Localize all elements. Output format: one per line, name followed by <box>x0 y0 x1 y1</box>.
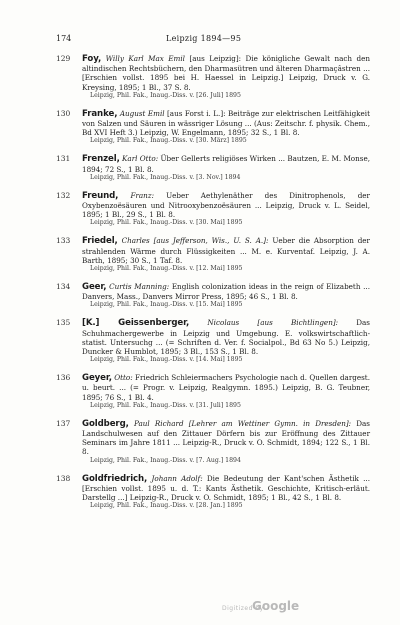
bibliography-entry <box>56 154 370 181</box>
entry-author: Goldfriedrich, <box>82 473 148 484</box>
entry-number: 131 <box>56 154 71 164</box>
entry-first-name: Nicolaus [aus Bichtlingen]: <box>207 318 339 328</box>
entry-first-name: Karl Otto: <box>122 154 159 164</box>
entry-body <box>82 282 370 301</box>
entry-number: 130 <box>56 108 71 118</box>
entry-body <box>82 54 370 92</box>
running-title: Leipzig 1894—95 <box>166 34 242 43</box>
entry-author: Goldberg, <box>82 418 129 429</box>
entry-dissertation-note: Leipzig, Phil. Fak., Inaug.-Diss. v. [12. Mai] 1895 <box>90 265 243 273</box>
entry-text: English colonization ideas in the reign of Elizabeth ... Danvers, Mass., Danvers Mirror Press, 1895; 46 S., 1 Bl. 8. <box>82 282 370 302</box>
bibliography-entry <box>56 236 370 273</box>
entry-text: Das Schuhmachergewerbe in Leipzig und Umgebung. E. volkswirtschaftlich-statist. Untersuchg ... (= Schriften d. Ver. f. Socialpol., Bd 63 No 5.) Leipzig, Duncker & Humblot, 1895; 3 Bl., 153 S., 1 Bl. 8. <box>82 318 370 357</box>
bibliography-entry <box>56 282 370 309</box>
entry-author: Friedel, <box>82 236 118 247</box>
bibliography-entry <box>56 318 370 364</box>
entry-number: 138 <box>56 473 71 483</box>
entry-dissertation-note: Leipzig, Phil. Fak., Inaug.-Diss. v. [30. März] 1895 <box>90 137 247 145</box>
entry-body <box>82 318 370 356</box>
entry-dissertation-note: Leipzig, Phil. Fak., Inaug.-Diss. v. [30. Mai] 1895 <box>90 219 243 227</box>
entry-text: Das Landschulwesen auf den Zittauer Dörfern bis zur Eröffnung des Zittauer Seminars im Jahre 1811 ... Leipzig-R., Druck v. O. Schmidt, 1894; 122 S., 1 Bl. 8. <box>82 418 370 457</box>
digitized-watermark <box>222 598 332 616</box>
watermark-prefix: Digitized by <box>222 605 264 612</box>
entry-author: Geer, <box>82 282 107 293</box>
entry-first-name: August Emil <box>119 108 165 118</box>
entry-first-name: Johann Adolf: <box>151 473 203 483</box>
entry-number: 129 <box>56 54 71 63</box>
entry-dissertation-note: Leipzig, Phil. Fak., Inaug.-Diss. v. [26. Juli] 1895 <box>90 91 241 99</box>
entry-author: Franke, <box>82 108 118 119</box>
bibliography-entry <box>56 109 370 146</box>
entry-number: 132 <box>56 190 71 200</box>
entry-text: [aus Forst i. L.]: Beiträge zur elektrischen Leitfähigkeit von Salzen und Säuren in wässriger Lösung ... (Aus: Zeitschr. f. physik. Chem., Bd XVI Heft 3.) Leipzig, W. Engelmann, 1895; 32 S., 1 Bl. 8. <box>82 108 370 138</box>
entry-first-name: Otto: <box>114 373 133 383</box>
entry-first-name: Paul Richard [Lehrer am Wettiner Gymn. in Dresden]: <box>133 418 352 428</box>
entry-author: [K.] Geissenberger, <box>82 318 190 329</box>
bibliography-entry <box>56 474 370 511</box>
entry-dissertation-note: Leipzig, Phil. Fak., Inaug.-Diss. v. [28. Jan.] 1895 <box>90 502 243 510</box>
entry-body <box>82 419 370 457</box>
entry-body <box>82 191 370 220</box>
entry-author: Freund, <box>82 190 119 201</box>
entry-dissertation-note: Leipzig, Phil. Fak., Inaug.-Diss. v. [7. Aug.] 1894 <box>90 456 241 464</box>
entry-dissertation-note: Leipzig, Phil. Fak., Inaug.-Diss. v. [3. Nov.] 1894 <box>90 173 241 181</box>
entry-first-name: Charles [aus Jefferson, Wis., U. S. A.]: <box>121 236 269 246</box>
entry-author: Foy, <box>82 54 102 64</box>
bibliography-entry <box>56 373 370 410</box>
page-number: 174 <box>56 34 72 43</box>
entry-text: Ueber Aethylenäther des Dinitrophenols, der Oxybenzoësäuren und Nitrooxybenzoësäuren ... Leipzig, Druck v. L. Seidel, 1895; 1 Bl., 29 S., 1 Bl. 8. <box>82 190 370 220</box>
entry-number: 134 <box>56 282 71 292</box>
entry-dissertation-note: Leipzig, Phil. Fak., Inaug.-Diss. v. [31. Juli] 1895 <box>90 401 241 409</box>
entry-dissertation-note: Leipzig, Phil. Fak., Inaug.-Diss. v. [15. Mai] 1895 <box>90 301 243 309</box>
entry-body <box>82 474 370 503</box>
entry-body <box>82 154 370 173</box>
entry-text: [aus Leipzig]: Die königliche Gewalt nach den altindischen Rechtsbüchern, den Dharmasütren und älteren Dharmaçâstren ... [Erschien vollst. 1895 bei H. Haessel in Leipzig.] Leipzig, Druck v. G. Kreysing, 1895; 1 Bl., 37 S. 8. <box>82 54 370 92</box>
entry-number: 137 <box>56 418 71 428</box>
entry-dissertation-note: Leipzig, Phil. Fak., Inaug.-Diss. v. [14. Mai] 1895 <box>90 356 243 364</box>
bibliography-list <box>56 54 370 519</box>
entry-first-name: Willy Karl Max Emil <box>105 54 185 63</box>
entry-first-name: Franz: <box>130 190 154 200</box>
entry-text: Friedrich Schleiermachers Psychologie nach d. Quellen dargest. u. beurt. ... (= Progr. v. Leipzig, Realgymn. 1895.) Leipzig, B. G. Teubner, 1895; 76 S., 1 Bl. 4. <box>82 373 370 402</box>
entry-number: 133 <box>56 236 71 246</box>
entry-text: Die Bedeutung der Kant'schen Ästhetik ... [Erschien vollst. 1895 u. d. T.: Kants Ästhetik. Geschichte, Kritisch-erläut. Darstellg ...] Leipzig-R., Druck v. O. Schmidt, 1895; 1 Bl., 42 S., 1 Bl. 8. <box>82 473 370 503</box>
entry-author: Frenzel, <box>82 154 120 165</box>
entry-body <box>82 373 370 402</box>
google-logo: Google <box>252 599 300 613</box>
entry-number: 135 <box>56 318 71 328</box>
bibliography-entry <box>56 419 370 465</box>
entry-first-name: Curtis Manning: <box>109 282 170 292</box>
entry-text: Ueber die Absorption der strahlenden Wärme durch Flüssigkeiten ... M. e. Kurventaf. Leipzig, J. A. Barth, 1895; 30 S., 1 Taf. 8. <box>82 236 370 265</box>
entry-body <box>82 109 370 138</box>
bibliography-entry <box>56 54 370 100</box>
page-header <box>56 34 360 48</box>
entry-body <box>82 236 370 265</box>
entry-text: Über Gellerts religiöses Wirken ... Bautzen, E. M. Monse, 1894; 72 S., 1 Bl. 8. <box>82 154 370 174</box>
entry-number: 136 <box>56 373 71 383</box>
bibliography-entry <box>56 191 370 228</box>
entry-author: Geyer, <box>82 373 112 384</box>
